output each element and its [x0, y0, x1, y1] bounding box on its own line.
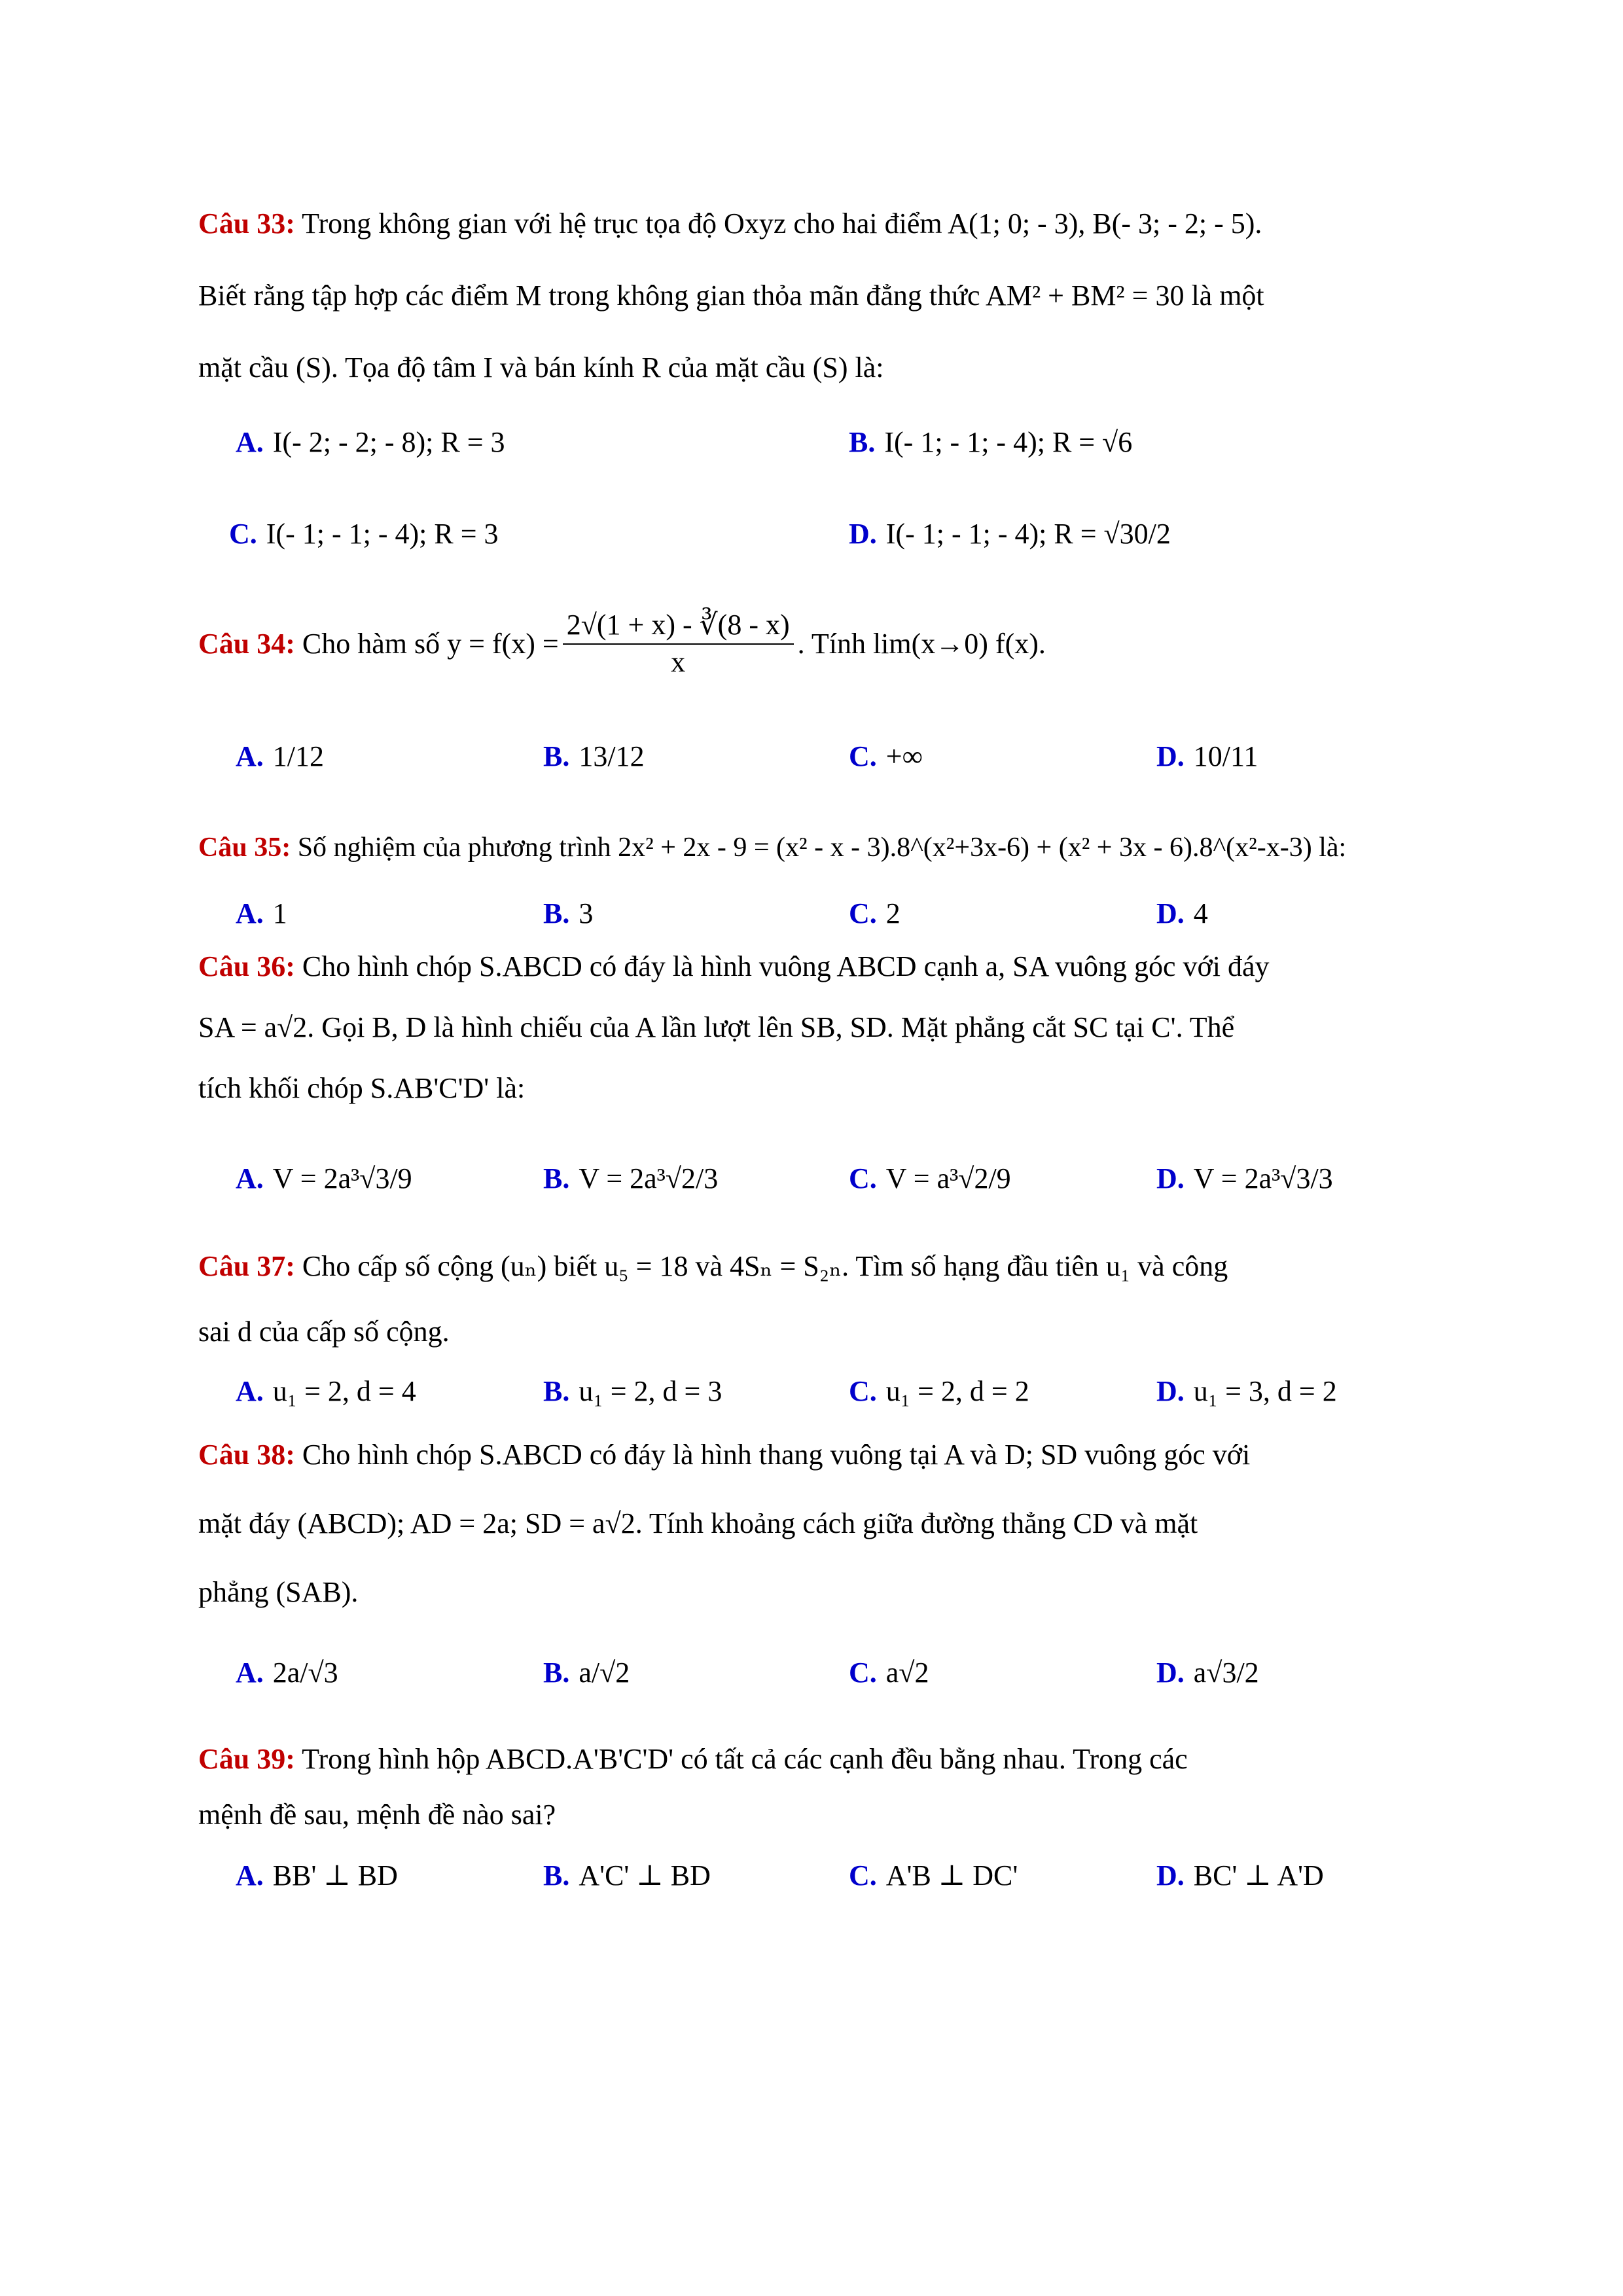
function-fraction: $\frac{2√(1 + x) - ∛(8 - x)}{x}$ [563, 609, 794, 679]
question-stem-line: mặt đáy (ABCD); AD = 2a; SD = a√2. Tính khoảng cách giữa đường thẳng CD và mặt [198, 1507, 1198, 1539]
question-label: Câu 39: [198, 1743, 295, 1775]
option-d[interactable]: D. 4 [1156, 897, 1208, 929]
question-stem-line: Câu 37: Cho cấp số cộng (uₙ) biết u₅ = 18 và 4Sₙ = S₂ₙ. Tìm số hạng đầu tiên u₁ và công [198, 1250, 1228, 1282]
option-d[interactable]: D. 10/11 [1156, 740, 1258, 772]
option-b[interactable]: B. 3 [543, 897, 594, 929]
option-b[interactable]: B. 13/12 [543, 740, 645, 772]
option-d[interactable]: D. BC' ⊥ A'D [1156, 1859, 1324, 1892]
options-row [236, 1643, 1433, 1702]
option-d[interactable]: D. a√3/2 [1156, 1656, 1259, 1689]
options-row [236, 884, 1433, 942]
option-d[interactable]: D. I(- 1; - 1; - 4); R = √30/2 [849, 517, 1171, 550]
options-row [229, 504, 1433, 563]
question-stem-line: mặt cầu (S). Tọa độ tâm I và bán kính R của mặt cầu (S) là: [198, 351, 884, 384]
question-label: Câu 37: [198, 1250, 295, 1282]
option-c[interactable]: C. I(- 1; - 1; - 4); R = 3 [229, 517, 499, 550]
options-row [236, 726, 1433, 785]
option-c[interactable]: C. u₁ = 2, d = 2 [849, 1374, 1029, 1407]
options-row [236, 412, 1433, 471]
option-a[interactable]: A. I(- 2; - 2; - 8); R = 3 [236, 425, 505, 458]
options-row [236, 1361, 1433, 1420]
question-36 [198, 936, 1427, 1119]
question-label: Câu 33: [198, 207, 295, 240]
options-row [236, 1846, 1433, 1905]
option-b[interactable]: B. a/√2 [543, 1656, 630, 1689]
option-d[interactable]: D. u₁ = 3, d = 2 [1156, 1374, 1337, 1407]
question-label: Câu 34: [198, 627, 295, 660]
question-stem-line: Câu 34: Cho hàm số y = f(x) = $\frac{2√(1 + x) - ∛(8 - x)}{x}$ . Tính lim(x→0) f(x). [198, 609, 1046, 678]
question-38 [198, 1420, 1427, 1626]
question-stem-line: Biết rằng tập hợp các điểm M trong không gian thỏa mãn đẳng thức AM² + BM² = 30 là một [198, 279, 1264, 312]
option-a[interactable]: A. BB' ⊥ BD [236, 1859, 398, 1892]
question-stem-line: tích khối chóp S.AB'C'D' là: [198, 1072, 526, 1104]
question-stem-line: mệnh đề sau, mệnh đề nào sai? [198, 1799, 556, 1831]
option-a[interactable]: A. 1 [236, 897, 287, 929]
question-37 [198, 1234, 1427, 1365]
question-stem-line: Câu 33: Trong không gian với hệ trục tọa độ Oxyz cho hai điểm A(1; 0; - 3), B(- 3; - 2; - 5). [198, 207, 1262, 240]
option-b[interactable]: B. u₁ = 2, d = 3 [543, 1374, 722, 1407]
question-label: Câu 36: [198, 950, 295, 982]
question-35 [198, 812, 1427, 884]
option-c[interactable]: C. +∞ [849, 740, 923, 772]
option-c[interactable]: C. V = a³√2/9 [849, 1162, 1011, 1194]
option-c[interactable]: C. a√2 [849, 1656, 929, 1689]
question-33 [198, 188, 1427, 404]
option-a[interactable]: A. 1/12 [236, 740, 325, 772]
question-stem-line: phẳng (SAB). [198, 1576, 359, 1608]
options-row [236, 1149, 1433, 1208]
option-b[interactable]: B. V = 2a³√2/3 [543, 1162, 719, 1194]
question-34 [198, 609, 1427, 679]
question-label: Câu 35: [198, 833, 291, 863]
question-stem-line: sai d của cấp số cộng. [198, 1316, 450, 1348]
question-stem-line: Câu 36: Cho hình chóp S.ABCD có đáy là hình vuông ABCD cạnh a, SA vuông góc với đáy [198, 950, 1270, 982]
question-stem-line: Câu 38: Cho hình chóp S.ABCD có đáy là hình thang vuông tại A và D; SD vuông góc với [198, 1439, 1251, 1471]
option-a[interactable]: A. V = 2a³√3/9 [236, 1162, 412, 1194]
option-c[interactable]: C. 2 [849, 897, 901, 929]
option-b[interactable]: B. A'C' ⊥ BD [543, 1859, 711, 1892]
option-a[interactable]: A. u₁ = 2, d = 4 [236, 1374, 416, 1407]
question-stem-line: SA = a√2. Gọi B, D là hình chiếu của A lần lượt lên SB, SD. Mặt phẳng cắt SC tại C'. Thể [198, 1011, 1235, 1043]
question-label: Câu 38: [198, 1439, 295, 1471]
question-stem-line: Câu 39: Trong hình hộp ABCD.A'B'C'D' có tất cả các cạnh đều bằng nhau. Trong các [198, 1743, 1188, 1775]
question-39 [198, 1731, 1427, 1842]
question-stem-line: Câu 35: Số nghiệm của phương trình 2x² + 2x - 9 = (x² - x - 3).8^(x²+3x-6) + (x² + 3x - 6).8^(x²-x-3) là: [198, 833, 1347, 863]
option-b[interactable]: B. I(- 1; - 1; - 4); R = √6 [849, 425, 1133, 458]
option-a[interactable]: A. 2a/√3 [236, 1656, 338, 1689]
option-c[interactable]: C. A'B ⊥ DC' [849, 1859, 1018, 1892]
option-d[interactable]: D. V = 2a³√3/3 [1156, 1162, 1333, 1194]
